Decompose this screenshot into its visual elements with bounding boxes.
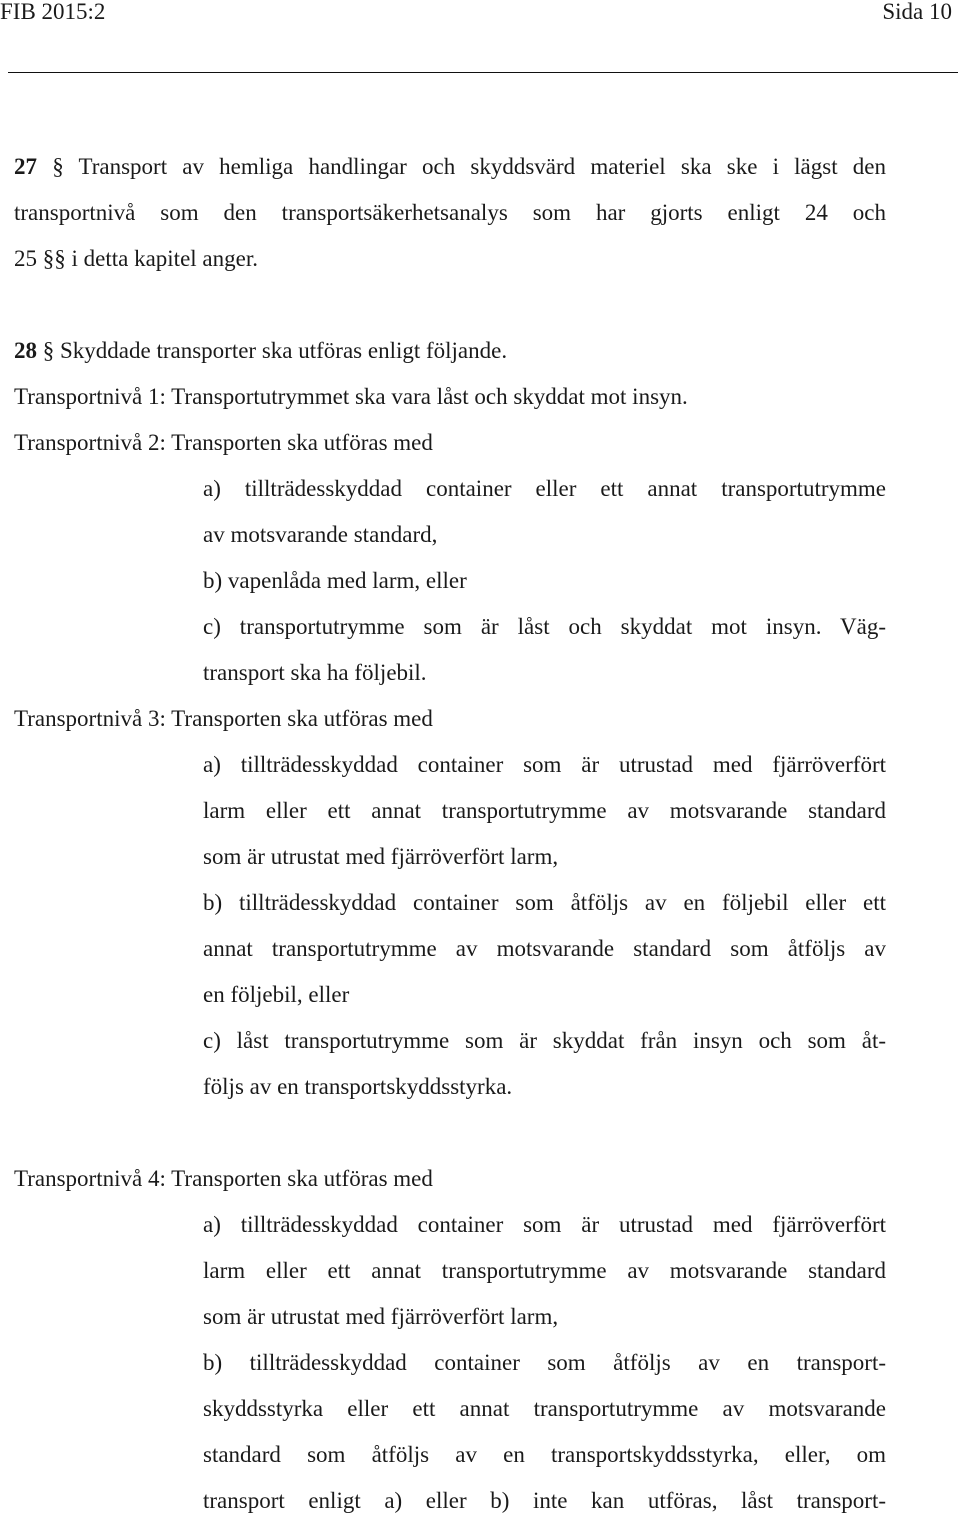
paragraph-number: 27 (14, 154, 37, 179)
document-body (14, 144, 886, 1524)
transport-level-3-items (203, 742, 886, 1110)
list-item-line: standard som åtföljs av en transportskyddsstyrka, eller, om (203, 1442, 886, 1467)
list-item-line: av motsvarande standard, (203, 522, 438, 547)
list-item-line: c) låst transportutrymme som är skyddat från insyn och som åt- (203, 1028, 886, 1053)
list-item-line: b) tillträdesskyddad container som åtföljs av en följebil eller ett (203, 890, 886, 915)
paragraph-28 (14, 328, 886, 1524)
list-item-line: en följebil, eller (203, 982, 350, 1007)
paragraph-27-line-1: 27 § Transport av hemliga handlingar och skyddsvärd materiel ska ske i lägst den (14, 154, 887, 179)
list-item-line: larm eller ett annat transportutrymme av motsvarande standard (203, 1258, 886, 1283)
transport-level-2-intro: Transportnivå 2: Transporten ska utföras med (14, 430, 433, 455)
list-item-line: larm eller ett annat transportutrymme av motsvarande standard (203, 798, 886, 823)
transport-level-4-intro: Transportnivå 4: Transporten ska utföras med (14, 1166, 433, 1191)
paragraph-number: 28 (14, 338, 37, 363)
transport-level-1: Transportnivå 1: Transportutrymmet ska vara låst och skyddat mot insyn. (14, 384, 688, 409)
paragraph-27-line-3: 25 §§ i detta kapitel anger. (14, 246, 258, 271)
transport-level-4-items (203, 1202, 886, 1524)
page-header-right: Sida 10 (882, 0, 952, 24)
list-item-line: b) tillträdesskyddad container som åtföljs av en transport- (203, 1350, 886, 1375)
list-item-line: a) tillträdesskyddad container eller ett annat transportutrymme (203, 476, 886, 501)
list-item-line: c) transportutrymme som är låst och skyddat mot insyn. Väg- (203, 614, 886, 639)
list-item-line: transport enligt a) eller b) inte kan utföras, låst transport- (203, 1488, 886, 1513)
section-sign: § (52, 154, 64, 179)
list-item-line: annat transportutrymme av motsvarande standard som åtföljs av (203, 936, 886, 961)
paragraph-27 (14, 144, 886, 282)
transport-level-3-intro: Transportnivå 3: Transporten ska utföras med (14, 706, 433, 731)
list-item-line: b) vapenlåda med larm, eller (203, 568, 467, 593)
list-item-line: a) tillträdesskyddad container som är utrustad med fjärröverfört (203, 752, 886, 777)
list-item-line: a) tillträdesskyddad container som är utrustad med fjärröverfört (203, 1212, 886, 1237)
paragraph-28-line-1: 28 § Skyddade transporter ska utföras enligt följande. (14, 338, 508, 363)
list-item-line: skyddsstyrka eller ett annat transportutrymme av motsvarande (203, 1396, 886, 1421)
header-rule (8, 72, 958, 73)
list-item-line: som är utrustat med fjärröverfört larm, (203, 1304, 559, 1329)
list-item-line: transport ska ha följebil. (203, 660, 427, 685)
transport-level-2-items (203, 466, 886, 696)
page-header-left: FIB 2015:2 (0, 0, 106, 24)
list-item-line: följs av en transportskyddsstyrka. (203, 1074, 513, 1099)
section-sign: § (42, 338, 55, 363)
paragraph-27-line-2: transportnivå som den transportsäkerhetsanalys som har gjorts enligt 24 och (14, 200, 886, 225)
list-item-line: som är utrustat med fjärröverfört larm, (203, 844, 559, 869)
